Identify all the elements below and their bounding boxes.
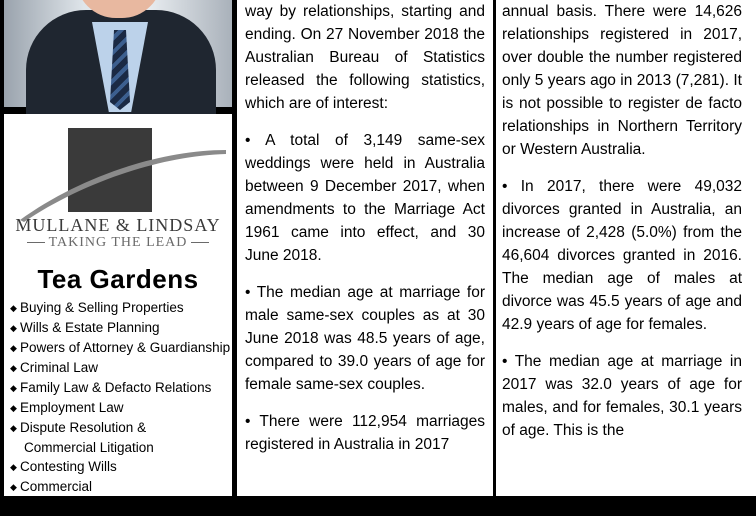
firm-logo	[4, 114, 232, 264]
diamond-bullet-icon: ◆	[10, 462, 17, 472]
firm-tagline: TAKING THE LEAD	[4, 235, 232, 251]
service-label: Dispute Resolution &	[20, 420, 147, 435]
diamond-bullet-icon: ◆	[10, 383, 17, 393]
service-label: Contesting Wills	[20, 459, 117, 474]
list-item	[10, 298, 230, 318]
list-item	[10, 378, 230, 398]
service-label: Family Law & Defacto Relations	[20, 380, 212, 395]
service-label: Commercial	[20, 479, 93, 494]
service-label: Wills & Estate Planning	[20, 320, 160, 335]
author-photo	[4, 0, 232, 107]
article-bullet: • There were 112,954 marriages registered in Australia in 2017	[245, 413, 485, 453]
list-item	[10, 438, 230, 457]
list-item	[10, 497, 230, 516]
list-item	[10, 398, 230, 418]
list-item	[10, 457, 230, 477]
service-label: Buying/Selling a Business	[24, 499, 180, 514]
logo-swoosh-icon	[18, 128, 228, 223]
list-item	[10, 338, 230, 358]
office-location: Tea Gardens	[37, 264, 199, 294]
article-bullet: • The median age at marriage in 2017 was 32.0 years of age for males, and for females, 30.1 years of age. This is the	[502, 353, 742, 439]
service-label: Buying & Selling Properties	[20, 300, 184, 315]
article-paragraph: annual basis. There were 14,626 relationships registered in 2017, over double the number registered only 5 years ago in 2013 (7,281). It is not possible to register de facto relationships in Northern Territory or Western Australia.	[502, 3, 742, 158]
service-label: Employment Law	[20, 400, 124, 415]
service-label: Powers of Attorney & Guardianship	[20, 340, 231, 355]
service-label: Commercial Litigation	[24, 440, 154, 455]
firm-name: MULLANE & LINDSAY	[15, 215, 221, 235]
article-bullet: • In 2017, there were 49,032 divorces granted in Australia, an increase of 2,428 (5.0%) from the 46,604 divorces granted in 2016. The median age of males at divorce was 45.5 years of age and 42.9 years of age for females.	[502, 178, 742, 333]
article-bullet: • The median age at marriage for male same-sex couples as at 30 June 2018 was 48.5 years of age, compared to 39.0 years of age for female same-sex couples.	[245, 284, 485, 393]
diamond-bullet-icon: ◆	[10, 482, 17, 492]
diamond-bullet-icon: ◆	[10, 303, 17, 313]
diamond-bullet-icon: ◆	[10, 343, 17, 353]
diamond-bullet-icon: ◆	[10, 363, 17, 373]
article-column-1	[237, 0, 493, 496]
list-item	[10, 318, 230, 338]
list-item	[10, 418, 230, 438]
list-item	[10, 477, 230, 497]
article-column-2	[496, 0, 756, 496]
diamond-bullet-icon: ◆	[10, 403, 17, 413]
diamond-bullet-icon: ◆	[10, 323, 17, 333]
list-item	[10, 358, 230, 378]
services-list	[10, 298, 230, 516]
diamond-bullet-icon: ◆	[10, 423, 17, 433]
service-label: Criminal Law	[20, 360, 99, 375]
firm-advertisement	[4, 114, 232, 514]
article-bullet: • A total of 3,149 same-sex weddings were held in Australia between 9 December 2017, when amendments to the Marriage Act 1961 came into effect, and 30 June 2018.	[245, 132, 485, 264]
article-paragraph: way by relationships, starting and ending. On 27 November 2018 the Australian Bureau of Statistics released the following statistics, which are of interest:	[245, 3, 485, 112]
